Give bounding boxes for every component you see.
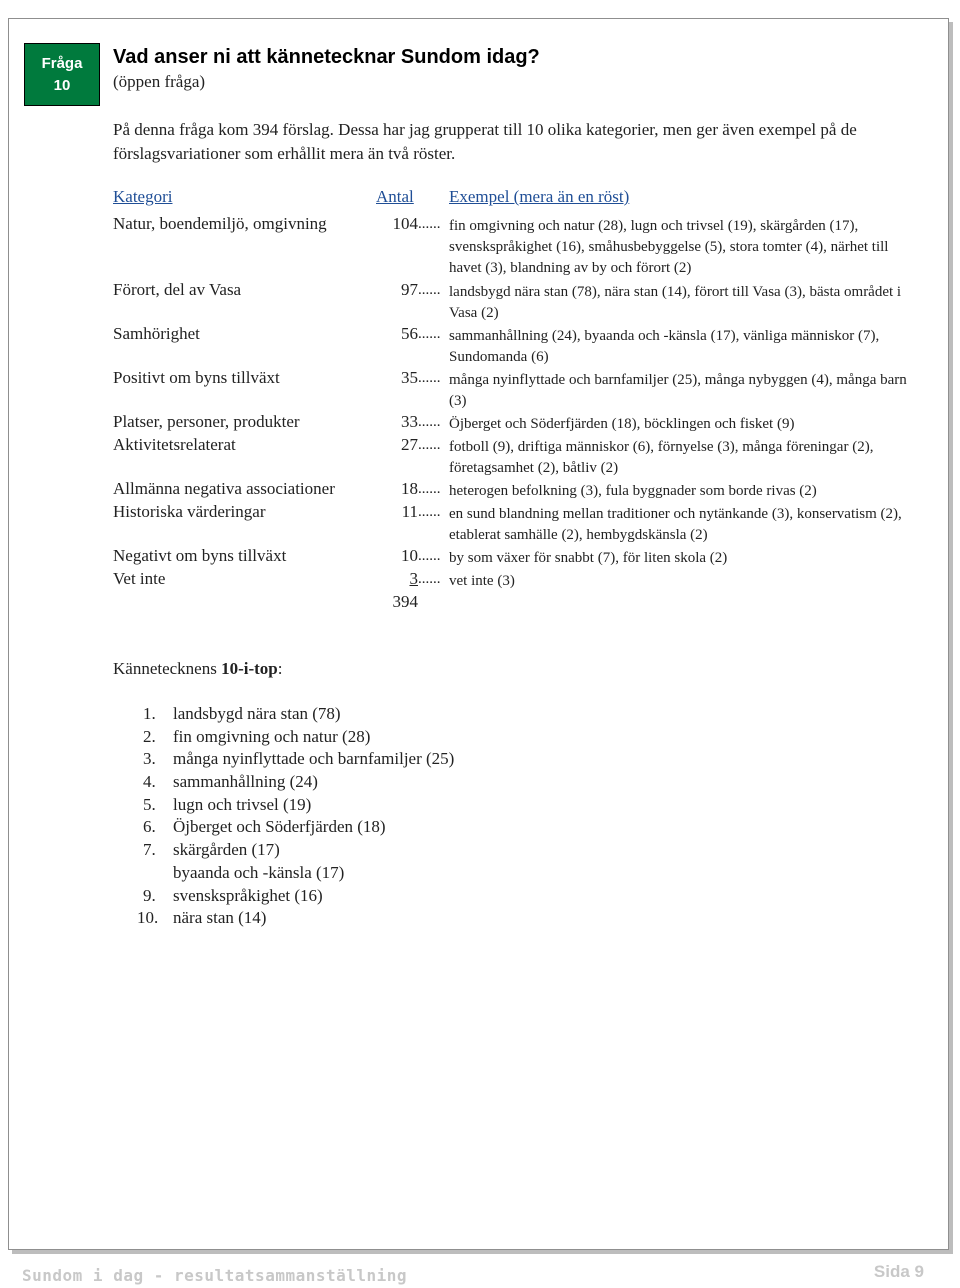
row-example: fotboll (9), driftiga människor (6), förnyelse (3), många föreningar (2), företagsamhet (2), båtliv (2) [449,439,874,476]
list-item-text: fin omgivning och natur (28) [173,726,371,746]
page-subtitle: (öppen fråga) [113,72,206,91]
row-count: 56 [401,324,418,343]
row-dots: ...... [418,282,441,298]
row-dots: ...... [418,548,441,564]
row-example: fin omgivning och natur (28), lugn och trivsel (19), skärgården (17), svenskspråkighet (16), småhusbebyggelse (5), stora tomter (4), närhet till havet (3), blandning av by och förort (2) [449,218,889,276]
table-row [113,546,933,568]
list-item-text: byaanda och -känsla (17) [173,862,345,882]
row-dots: ...... [418,216,441,232]
row-dots: ...... [418,414,441,430]
row-category: Förort, del av Vasa [113,280,242,299]
table-row [113,324,933,365]
list-item-number: 4. [143,772,156,792]
row-category: Negativt om byns tillväxt [113,546,287,565]
list-item-text: sammanhållning (24) [173,772,318,792]
list-item-number: 2. [143,726,156,746]
badge-label: Fråga [41,54,83,72]
row-category: Allmänna negativa associationer [113,479,335,498]
column-header-example: Exempel (mera än en röst) [449,187,630,206]
row-count: 10 [401,546,418,565]
top-list-heading [113,659,283,679]
list-item-number: 5. [143,794,156,814]
list-item [113,795,613,818]
list-item [113,727,613,750]
list-item [113,908,613,931]
footer-page-number: Sida 9 [873,1262,924,1281]
top-list [113,704,613,931]
row-count: 27 [401,435,418,454]
row-example: heterogen befolkning (3), fula byggnader som borde rivas (2) [449,483,817,499]
list-item-number: 3. [143,749,156,769]
row-example: Öjberget och Söderfjärden (18), böcklingen och fisket (9) [449,416,795,432]
list-item-number: 1. [143,704,156,723]
row-dots: ...... [418,437,441,453]
row-dots: ...... [418,370,441,386]
list-item-text: landsbygd nära stan (78) [173,704,341,723]
row-category: Samhörighet [113,324,200,343]
list-item-number: 7. [143,840,156,860]
footer-document-title: Sundom i dag - resultatsammanställning [22,1266,408,1285]
list-item-text: lugn och trivsel (19) [173,794,312,814]
list-item [113,817,613,840]
row-example: vet inte (3) [449,573,515,589]
row-category: Historiska värderingar [113,502,266,521]
intro-paragraph: På denna fråga kom 394 förslag. Dessa har jag grupperat till 10 olika kategorier, men ger även exempel på de förslagsvariationer som erhållit mera än två röster. [113,120,857,163]
table-row [113,569,933,591]
row-example: landsbygd nära stan (78), nära stan (14), förort till Vasa (3), bästa området i Vasa (2) [449,284,902,321]
list-item-text: svenskspråkighet (16) [173,885,323,905]
list-item [113,772,613,795]
list-item-number: 9. [143,885,156,905]
list-item [113,840,613,863]
list-item [113,704,613,727]
table-row [113,502,933,543]
top-heading-bold: 10-i-top [221,659,278,678]
badge-number: 10 [53,76,71,94]
row-dots: ...... [418,481,441,497]
list-item-text: skärgården (17) [173,840,280,860]
top-heading-prefix: Kännetecknens [113,659,222,678]
list-item-text: Öjberget och Söderfjärden (18) [173,817,386,837]
row-count: 3 [409,569,418,588]
row-count: 11 [401,502,418,521]
row-count: 33 [401,412,418,431]
list-item-number: 6. [143,817,156,837]
table-total: 394 [392,592,418,611]
row-category: Positivt om byns tillväxt [113,368,280,387]
row-count: 18 [401,479,418,498]
table-row [113,368,933,409]
row-category: Platser, personer, produkter [113,412,300,431]
top-heading-suffix: : [277,659,283,678]
list-item-number: 10. [137,908,159,928]
row-dots: ...... [418,571,441,587]
row-example: by som växer för snabbt (7), för liten skola (2) [449,550,728,566]
row-dots: ...... [418,504,441,520]
row-count: 104 [392,214,418,233]
table-row [113,479,933,501]
table-row [113,214,933,276]
page-title: Vad anser ni att kännetecknar Sundom idag? [113,46,540,68]
row-example: många nyinflyttade och barnfamiljer (25), många nybyggen (4), många barn (3) [449,372,907,409]
row-category: Vet inte [113,569,166,588]
list-item-text: många nyinflyttade och barnfamiljer (25) [173,749,455,769]
table-row [113,280,933,321]
question-badge [24,43,100,106]
row-category: Aktivitetsrelaterat [113,435,236,454]
row-example: sammanhållning (24), byaanda och -känsla (17), vänliga människor (7), Sundomanda (6) [449,328,880,365]
column-header-count: Antal [376,187,414,206]
list-item-text: nära stan (14) [173,908,267,928]
list-item [113,886,613,909]
row-example: en sund blandning mellan traditioner och nytänkande (3), konservatism (2), etablerat samhälle (2), hembygdskänsla (2) [449,506,902,543]
row-dots: ...... [418,326,441,342]
row-category: Natur, boendemiljö, omgivning [113,214,327,233]
row-count: 97 [401,280,418,299]
table-row [113,435,933,476]
list-item [113,749,613,772]
list-item [113,863,613,886]
table-row [113,412,933,434]
column-header-category: Kategori [113,187,173,206]
row-count: 35 [401,368,418,387]
